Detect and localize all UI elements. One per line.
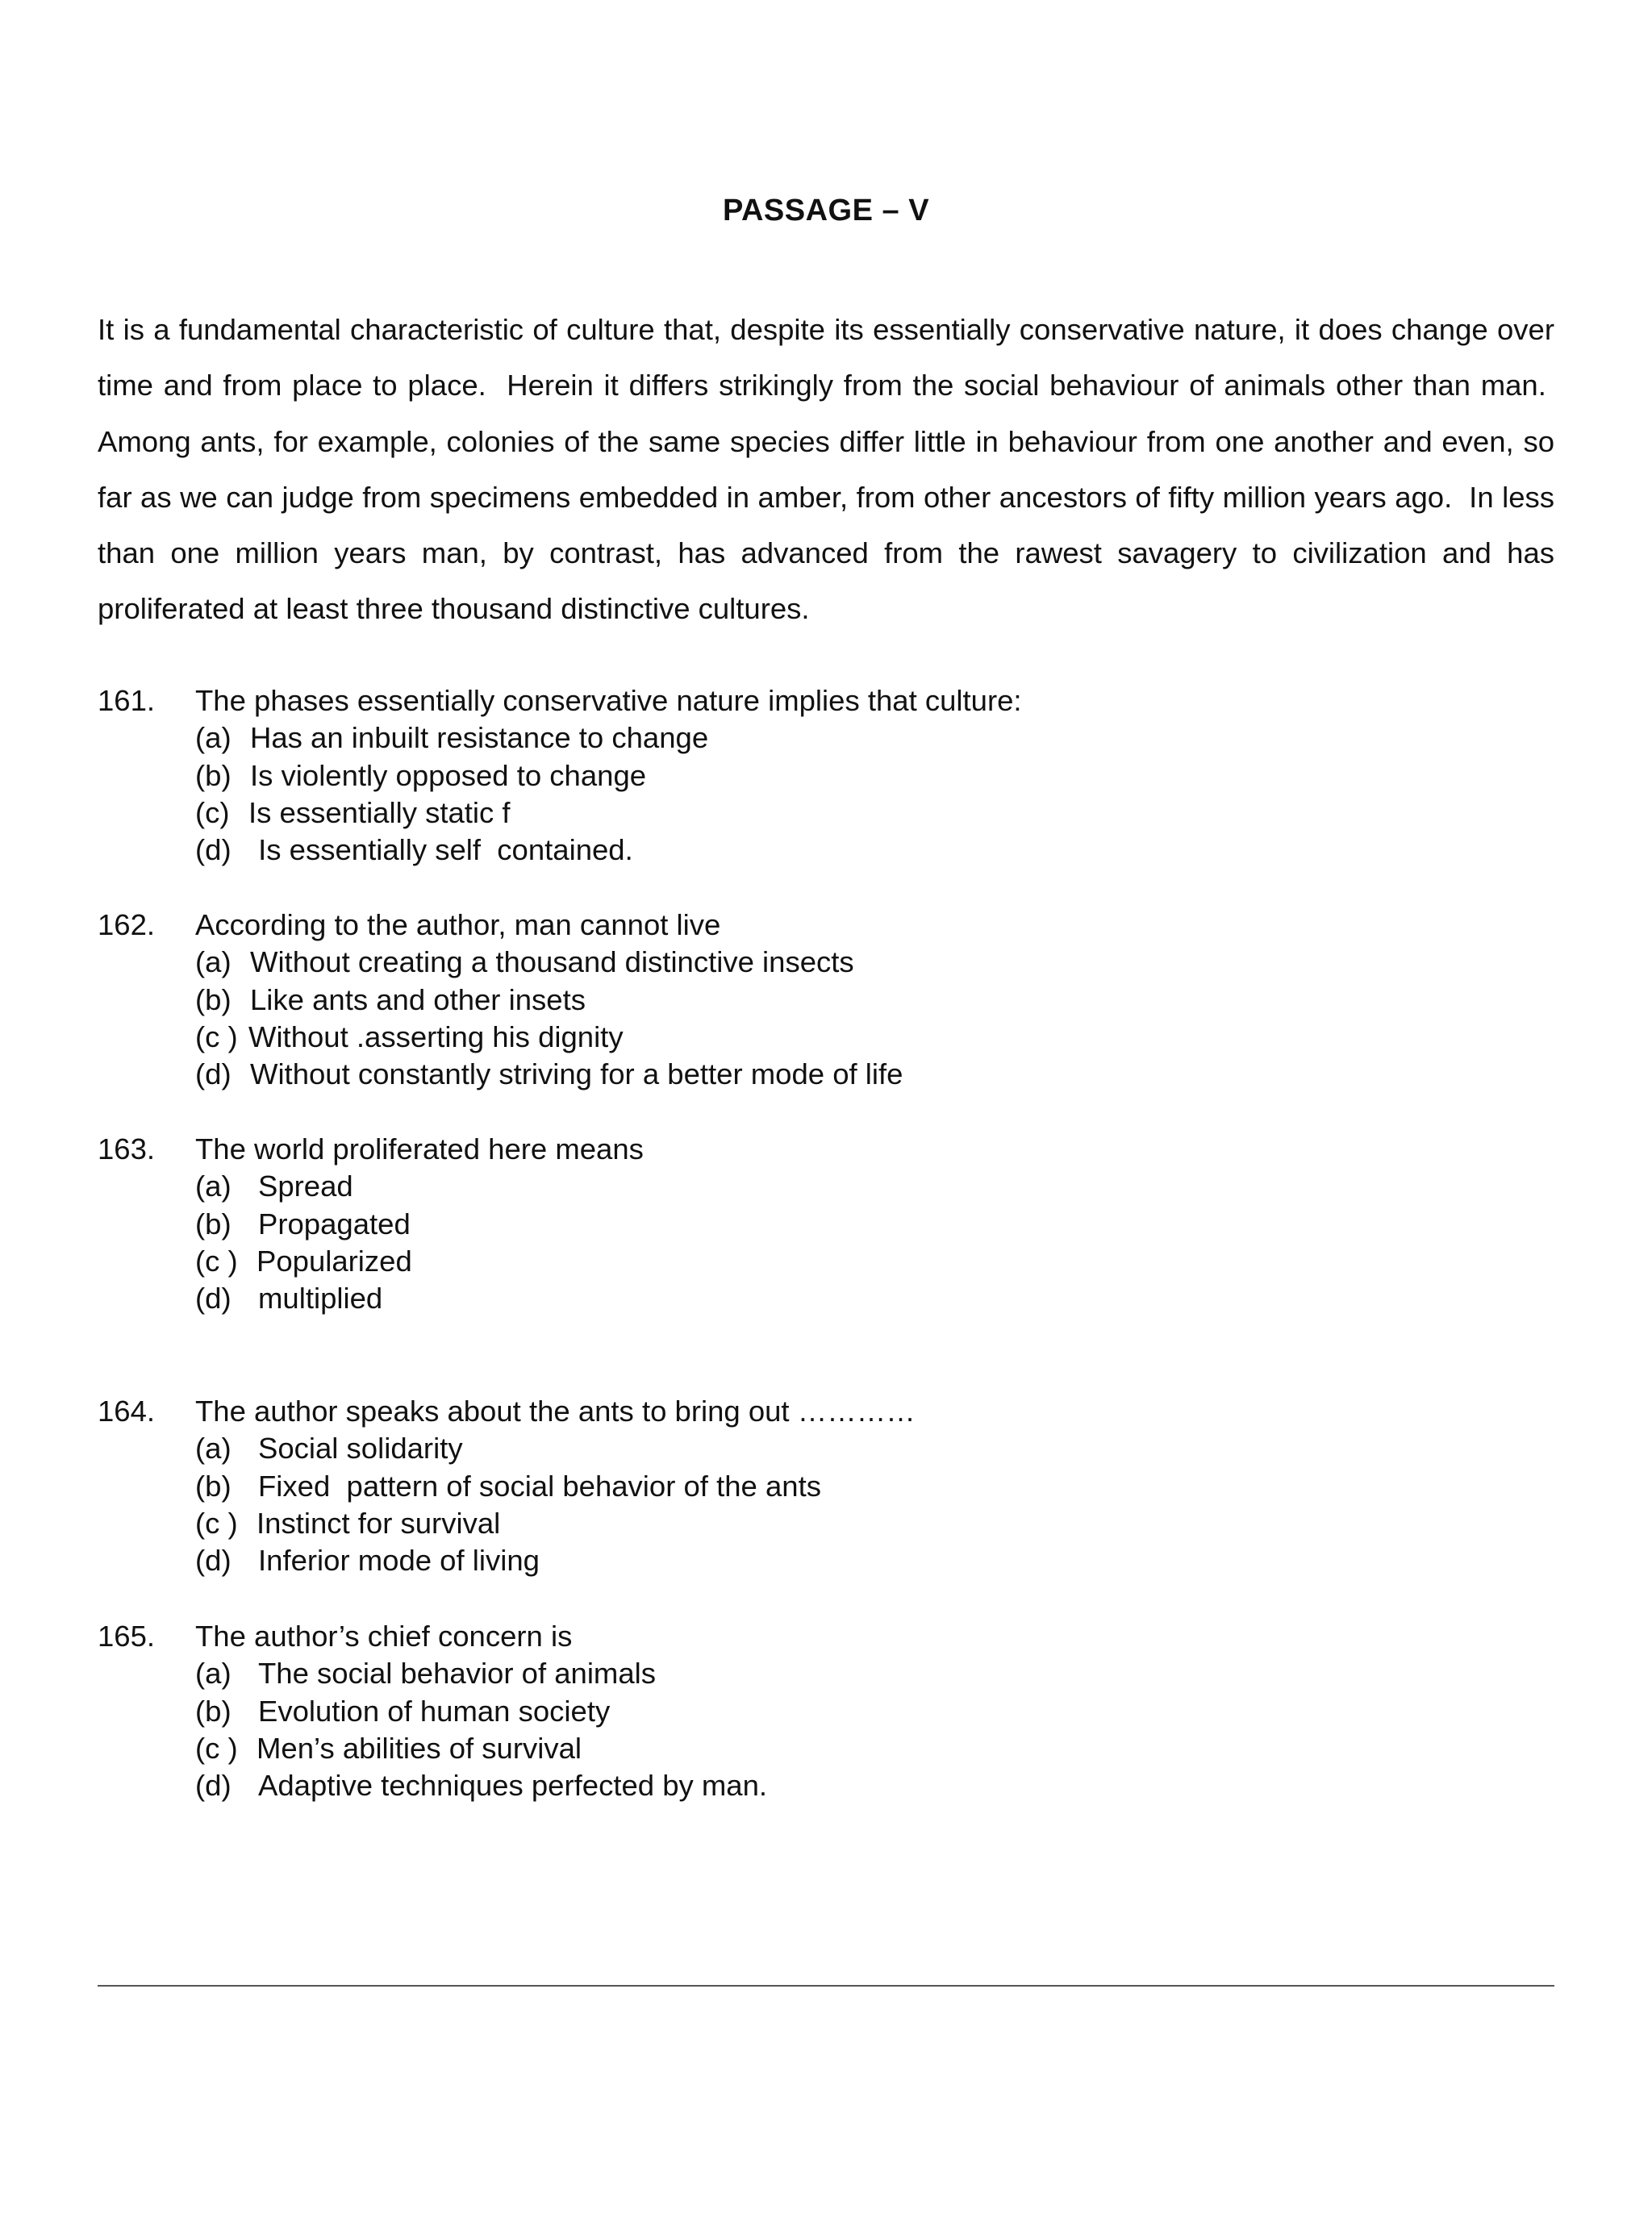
question-number: 165.	[98, 1620, 156, 1653]
option-text: Social solidarity	[258, 1432, 463, 1466]
option-b	[98, 757, 1554, 794]
option-b	[98, 1206, 1554, 1243]
option-d	[98, 1280, 1554, 1317]
question-165	[98, 1618, 1554, 1804]
option-a	[98, 1430, 1554, 1467]
option-text: Without constantly striving for a better mode of life	[250, 1057, 903, 1091]
option-b	[98, 1468, 1554, 1505]
option-letter: (b)	[195, 982, 232, 1016]
option-c	[98, 1730, 1554, 1767]
option-text: Without .asserting his dignity	[248, 1020, 624, 1053]
option-letter: (b)	[195, 1207, 232, 1241]
option-d	[98, 1767, 1554, 1804]
option-a	[98, 1168, 1554, 1205]
option-letter: (b)	[195, 758, 232, 792]
option-text: Inferior mode of living	[258, 1544, 540, 1578]
option-d	[98, 1542, 1554, 1579]
question-number: 162.	[98, 908, 156, 941]
question-stem: The world proliferated here means	[195, 1132, 644, 1165]
question-number: 163.	[98, 1132, 156, 1165]
option-letter: (a)	[195, 1657, 232, 1691]
option-a	[98, 719, 1554, 757]
passage-text: It is a fundamental characteristic of culture that, despite its essentially conservative nature, it does change over time and from place to place. Herein it differs strikingly from the social behaviour of animals other than man. Among ants, for example, colonies of the same species differ little in behaviour from one another and even, so far as we can judge from specimens embedded in amber, from other ancestors of fifty million years ago. In less than one million years man, by contrast, has advanced from the rawest savagery to civilization and has proliferated at least three thousand distinctive cultures.	[98, 313, 1554, 626]
option-text: Is essentially self contained.	[250, 833, 633, 867]
option-c	[98, 1019, 1554, 1056]
option-a	[98, 1655, 1554, 1692]
option-letter: (c )	[195, 1020, 238, 1053]
option-letter: (c)	[195, 795, 230, 829]
option-text: The social behavior of animals	[258, 1657, 656, 1691]
question-number: 164.	[98, 1395, 156, 1428]
option-text: Fixed pattern of social behavior of the ants	[258, 1469, 821, 1503]
option-text: Is essentially static f	[248, 795, 511, 829]
option-letter: (b)	[195, 1694, 232, 1728]
question-164	[98, 1393, 1554, 1579]
option-text: Without creating a thousand distinctive insects	[250, 945, 854, 979]
question-161	[98, 682, 1554, 869]
question-stem: The phases essentially conservative nature implies that culture:	[195, 684, 1022, 717]
question-stem: The author speaks about the ants to bring out …………	[195, 1395, 916, 1428]
option-d	[98, 1056, 1554, 1093]
question-stem: According to the author, man cannot live	[195, 908, 721, 941]
option-letter: (d)	[195, 1544, 232, 1578]
option-b	[98, 982, 1554, 1019]
question-stem: The author’s chief concern is	[195, 1620, 573, 1653]
option-text: Is violently opposed to change	[250, 758, 647, 792]
option-c	[98, 794, 1554, 832]
option-a	[98, 944, 1554, 981]
option-letter: (d)	[195, 833, 232, 867]
footer-divider	[98, 1985, 1554, 1987]
option-letter: (d)	[195, 1769, 232, 1803]
passage-title: PASSAGE – V	[722, 194, 930, 227]
option-letter: (a)	[195, 1432, 232, 1466]
option-text: Instinct for survival	[257, 1506, 501, 1540]
option-letter: (d)	[195, 1282, 232, 1316]
option-text: Spread	[258, 1170, 353, 1203]
option-c	[98, 1243, 1554, 1280]
option-text: Adaptive techniques perfected by man.	[258, 1769, 768, 1803]
option-text: Evolution of human society	[258, 1694, 611, 1728]
option-letter: (c )	[195, 1731, 238, 1765]
option-text: Has an inbuilt resistance to change	[250, 721, 709, 755]
option-text: multiplied	[258, 1282, 383, 1316]
option-b	[98, 1693, 1554, 1730]
option-text: Popularized	[257, 1244, 412, 1278]
option-letter: (b)	[195, 1469, 232, 1503]
option-letter: (a)	[195, 945, 232, 979]
option-letter: (c )	[195, 1506, 238, 1540]
question-162	[98, 907, 1554, 1093]
option-letter: (c )	[195, 1244, 238, 1278]
question-163	[98, 1131, 1554, 1317]
option-text: Propagated	[258, 1207, 411, 1241]
option-letter: (a)	[195, 1170, 232, 1203]
option-d	[98, 832, 1554, 869]
option-c	[98, 1505, 1554, 1542]
question-number: 161.	[98, 684, 156, 717]
option-text: Men’s abilities of survival	[257, 1731, 582, 1765]
option-letter: (a)	[195, 721, 232, 755]
option-letter: (d)	[195, 1057, 232, 1091]
option-text: Like ants and other insets	[250, 982, 586, 1016]
